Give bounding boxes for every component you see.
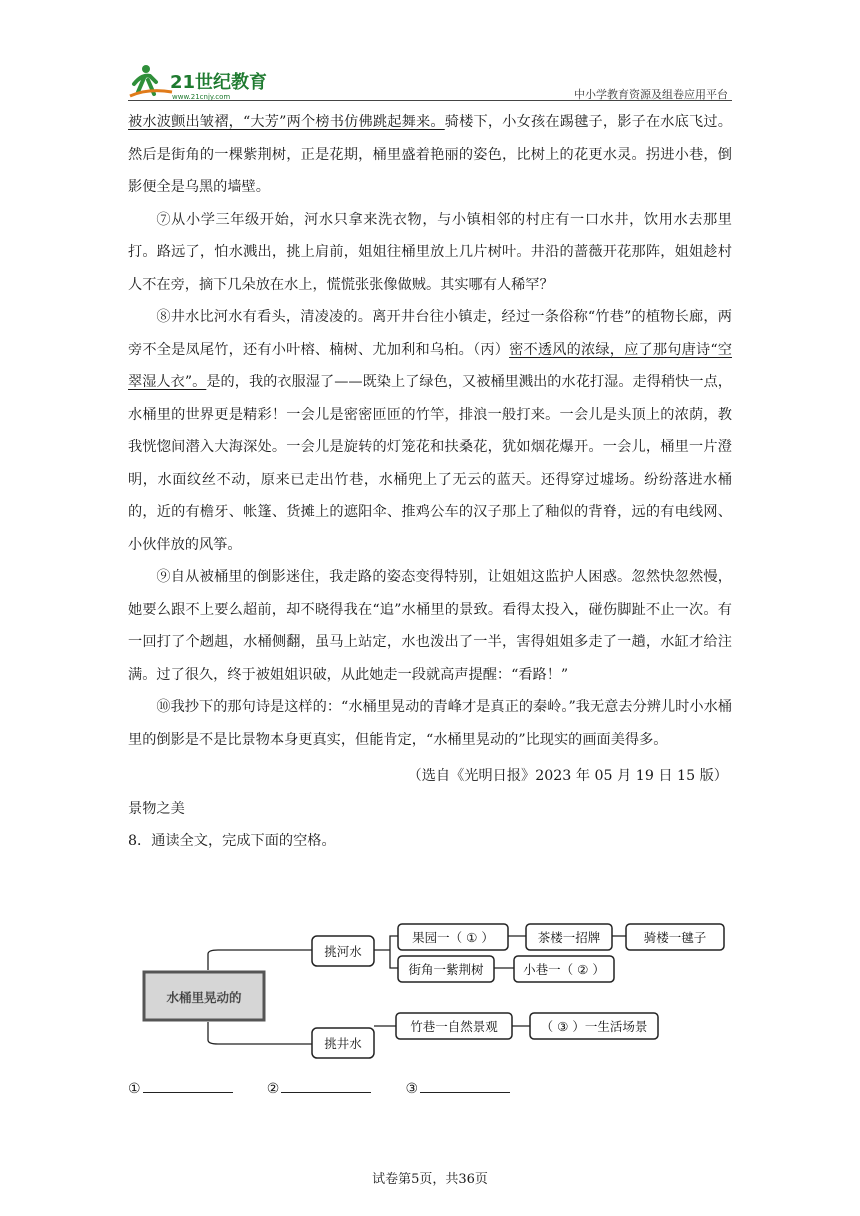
branch-well-label: 挑井水 <box>324 1036 362 1051</box>
paragraph-10: ⑩我抄下的那句诗是这样的：“水桶里晃动的青峰才是真正的秦岭。”我无意去分辨儿时小水桶里的倒影是不是比景物本身更真实，但能肯定，“水桶里晃动的”比现实的画面美得多。 <box>128 699 732 748</box>
blank-2[interactable] <box>267 1078 372 1097</box>
alley-label: 小巷一（ ② ） <box>523 962 605 977</box>
answer-blanks <box>128 1078 510 1097</box>
bamboo-lane-label: 竹巷一自然景观 <box>410 1019 498 1034</box>
root-label: 水桶里晃动的 <box>166 990 242 1005</box>
teahouse-label: 茶楼一招牌 <box>537 930 601 945</box>
question-8: 8．通读全文，完成下面的空格。 <box>128 833 336 849</box>
page-footer: 试卷第5页，共36页 <box>372 1172 488 1187</box>
paragraph-8 <box>128 301 732 561</box>
source-citation: （选自《光明日报》2023 年 05 月 19 日 15 版） <box>407 768 728 784</box>
orchard-label: 果园一（ ① ） <box>412 930 494 945</box>
blank-1[interactable] <box>128 1078 233 1097</box>
article-body <box>128 106 732 858</box>
life-scene-label: （ ③ ）一生活场景 <box>540 1019 648 1034</box>
running-figure-icon <box>130 65 172 96</box>
corner-label: 街角一紫荆树 <box>408 962 484 977</box>
paragraph-9: ⑨自从被桶里的倒影迷住，我走路的姿态变得特别，让姐姐这监护人困惑。忽然快忽然慢，她要么跟不上要么超前，却不晓得我在“追”水桶里的景致。看得太投入，碰伤脚趾不止一次。有一回打了个趔趄，水桶侧翻，虽马上站定，水也泼出了一半，害得姐姐多走了一趟，水缸才给注满。过了很久，终于被姐姐识破，从此她走一段就高声提醒：“看路！” <box>128 569 732 683</box>
logo-text: 21世纪教育 <box>170 72 268 93</box>
paragraph-8-start: ⑧井水比河水有看头，清凌凌的。离开井台往小镇走，经过一条俗称“竹巷”的植物长廊，两旁不全是凤尾竹，还有小叶榕、楠树、尤加利和乌桕。（丙） <box>128 309 732 358</box>
underlined-sentence-bing: 密不透风的浓绿，应了那句唐诗“空翠湿人衣”。 <box>128 341 732 390</box>
blank-3[interactable] <box>405 1078 510 1097</box>
blank-3-label: ③ <box>405 1081 419 1097</box>
underlined-sentence-1: 被水波颤出皱褶，“大芳”两个榜书仿佛跳起舞来。 <box>128 114 445 130</box>
paragraph-8-end: 是的，我的衣服湿了——既染上了绿色，又被桶里溅出的水花打湿。走得稍快一点，水桶里的世界更是精彩！一会儿是密密匝匝的竹竿，排浪一般打来。一会儿是头顶上的浓荫，教我恍惚间潜入大海深处。一会儿是旋转的灯笼花和扶桑花，犹如烟花爆开。一会儿，桶里一片澄明，水面纹丝不动，原来已走出竹巷，水桶兜上了无云的蓝天。还得穿过墟场。纷纷落进水桶的，近的有檐牙、帐篷、货摊上的遮阳伞、推鸡公车的汉子那上了釉似的背脊，远的有电线网、小伙伴放的风筝。 <box>128 374 732 553</box>
section-heading: 景物之美 <box>128 800 185 817</box>
paragraph-6 <box>128 106 732 204</box>
blank-2-label: ② <box>266 1081 280 1097</box>
site-logo <box>128 62 278 102</box>
blank-1-label: ① <box>128 1081 141 1097</box>
paragraph-7: ⑦从小学三年级开始，河水只拿来洗衣物，与小镇相邻的村庄有一口水井，饮用水去那里打。路远了，怕水溅出，挑上肩前，姐姐往桶里放上几片树叶。井沿的蔷薇开花那阵，姐姐趁村人不在旁，摘下几朵放在水上，慌慌张张像做贼。其实哪有人稀罕？ <box>128 211 732 293</box>
header-rule <box>128 100 732 101</box>
branch-river-label: 挑河水 <box>324 944 362 959</box>
logo-url: www.21cnjy.com <box>172 93 231 101</box>
platform-name: 中小学教育资源及组卷应用平台 <box>574 88 728 101</box>
arcade-label: 骑楼一毽子 <box>643 930 707 945</box>
paragraph-6-rest: 骑楼下，小女孩在踢毽子，影子在水底飞过。然后是街角的一棵紫荆树，正是花期，桶里盛着艳丽的姿色，比树上的花更水灵。拐进小巷，倒影便全是乌黑的墙壁。 <box>128 114 732 195</box>
structure-diagram <box>128 918 738 1068</box>
